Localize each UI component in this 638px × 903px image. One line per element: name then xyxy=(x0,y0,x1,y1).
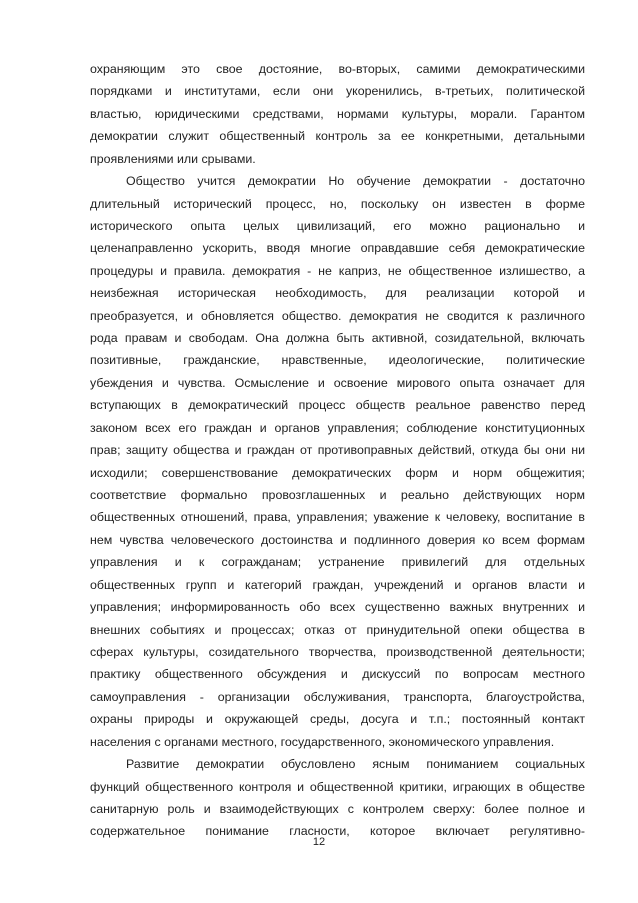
text-line: Развитие демократии обусловлено ясным пониманием социальных xyxy=(126,757,585,772)
text-line: охраняющим это свое достояние, во-вторых, самими демократическими xyxy=(90,62,585,76)
text-line: санитарную роль и взаимодействующих с контролем сверху: более полное и xyxy=(90,801,585,816)
text-line: процедуры и правила. демократия - не каприз, не общественное излишество, а xyxy=(90,263,585,278)
page-number: 12 xyxy=(312,836,326,848)
text-line: соответствие формально провозглашенных и реально действующих норм xyxy=(90,488,585,503)
text-line: властью, юридическими средствами, нормами культуры, морали. Гарантом xyxy=(90,106,585,121)
text-line: охраны природы и окружающей среды, досуга и т.п.; постоянный контакт xyxy=(90,712,585,727)
text-line: демократии служит общественный контроль за ее конкретными, детальными xyxy=(90,129,585,144)
text-line: нем чувства человеческого достоинства и подлинного доверия ко всем формам xyxy=(90,532,585,547)
text-line: прав; защиту общества и граждан от противоправных действий, откуда бы они ни xyxy=(90,443,585,458)
text-line: исходили; совершенствование демократических форм и норм общежития; xyxy=(90,465,585,480)
text-line: внешних событиях и процессах; отказ от принудительной опеки общества в xyxy=(90,622,585,637)
text-line: функций общественного контроля и общественной критики, играющих в обществе xyxy=(90,779,585,794)
text-line: управления и к согражданам; устранение привилегий для отдельных xyxy=(90,555,585,570)
text-line: населения с органами местного, государственного, экономического управления. xyxy=(90,734,555,749)
text-line: практику общественного обсуждения и дискуссий по вопросам местного xyxy=(90,667,585,682)
text-line: преобразуется, и обновляется общество. демократия не сводится к различного xyxy=(90,308,585,323)
text-line: исторического опыта целых цивилизаций, его можно рационально и xyxy=(90,218,585,233)
text-line: длительный исторический процесс, но, поскольку он известен в форме xyxy=(90,196,585,211)
text-line: законом всех его граждан и органов управления; соблюдение конституционных xyxy=(90,420,585,435)
text-line: вступающих в демократический процесс обществ реальное равенство перед xyxy=(90,398,585,413)
text-line: общественных групп и категорий граждан, учреждений и органов власти и xyxy=(90,577,585,592)
text-line: сферах культуры, созидательного творчества, производственной деятельности; xyxy=(90,644,585,659)
text-line: общественных отношений, права, управления; уважение к человеку, воспитание в xyxy=(90,510,585,525)
text-line: Общество учится демократии Но обучение демократии - достаточно xyxy=(126,174,585,189)
text-line: порядками и институтами, если они укоренились, в-третьих, политической xyxy=(90,84,585,99)
text-line: неизбежная историческая необходимость, для реализации которой и xyxy=(90,286,585,301)
text-line: управления; информированность обо всех существенно важных внутренних и xyxy=(90,600,585,615)
text-line: позитивные, гражданские, нравственные, идеологические, политические xyxy=(90,353,585,368)
body-text xyxy=(90,58,585,843)
text-line: самоуправления - организации обслуживания, транспорта, благоустройства, xyxy=(90,689,585,704)
text-line: содержательное понимание гласности, которое включает регулятивно- xyxy=(90,824,585,839)
text-line: убеждения и чувства. Осмысление и освоение мирового опыта означает для xyxy=(90,375,585,390)
text-line: проявлениями или срывами. xyxy=(90,151,256,166)
text-line: рода правам и свободам. Она должна быть активной, созидательной, включать xyxy=(90,331,585,346)
text-line: целенаправленно ускорить, вводя многие оправдавшие себя демократические xyxy=(90,241,585,256)
